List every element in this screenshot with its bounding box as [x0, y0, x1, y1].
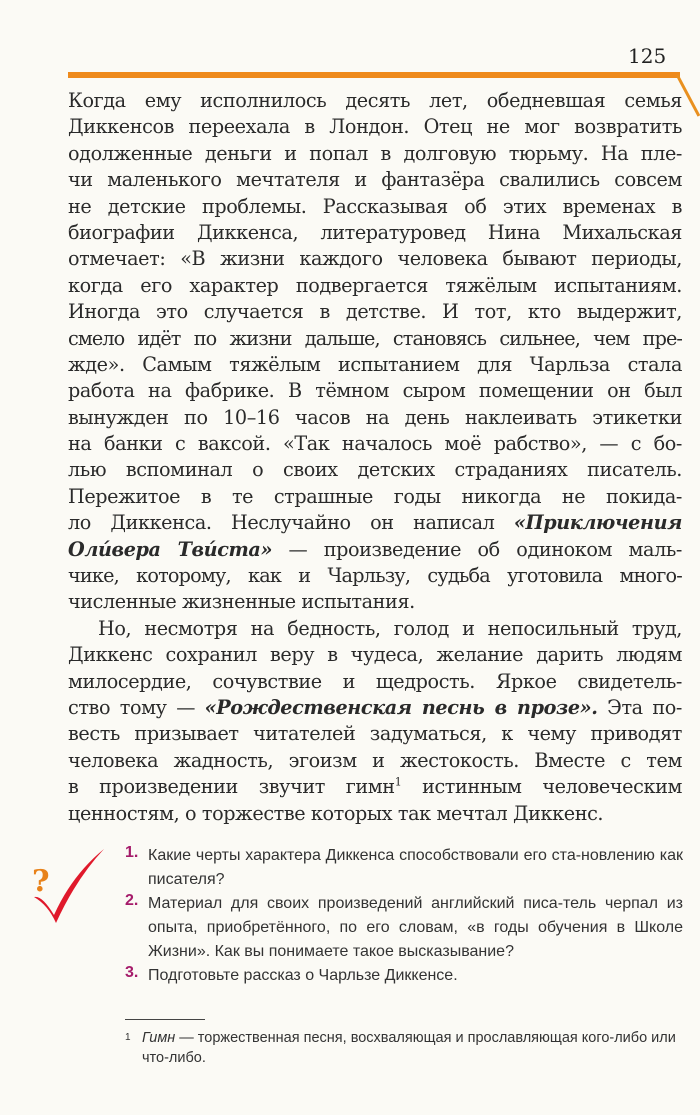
text-line: отмечает: «В жизни каждого человека бывают периоды,	[68, 247, 682, 271]
text-line: чи маленького мечтателя и фантазёра свалились совсем	[68, 168, 682, 192]
text-line: Но, несмотря на бедность, голод и непосильный труд,	[98, 616, 682, 640]
page-number: 125	[628, 44, 667, 68]
book-title-oliver: «Приключения	[513, 511, 682, 535]
text-line: Когда ему исполнилось десять лет, обедневшая семья	[68, 89, 682, 112]
text-line: милосердие, сочувствие и щедрость. Яркое свидетель-	[68, 669, 682, 693]
text-span: ство тому —	[68, 695, 205, 719]
text-line: смело идёт по жизни дальше, становясь сильнее, чем пре-	[68, 326, 682, 350]
text-span: Эта по-	[597, 695, 682, 719]
text-line: работа на фабрике. В тёмном сыром помещении он был	[68, 379, 682, 403]
text-line: Пережитое в те страшные годы никогда не покида-	[68, 484, 682, 508]
footnote-ref: 1	[394, 775, 402, 789]
text-span: в произведении звучит гимн	[68, 775, 395, 799]
footnote	[125, 1028, 683, 1066]
text-line: на банки с ваксой. «Так началось моё рабство», — с бо-	[68, 432, 682, 456]
footnote-divider	[125, 1019, 205, 1020]
book-title-oliver-cont: Оли́вера Тви́ста»	[68, 537, 273, 561]
text-line: Иногда это случается в детстве. И тот, кто выдержит,	[68, 300, 682, 324]
question-text: Материал для своих произведений английский писа-тель черпал из опыта, приобретённого, по его словам, «в годы обучения в Школе Жизни». Как вы понимаете такое высказывание?	[148, 895, 683, 960]
question-item	[125, 964, 683, 988]
text-line: лью вспоминал о своих детских страданиях писатель.	[68, 458, 682, 482]
text-line: одолженные деньги и попал в долговую тюрьму. На пле-	[68, 141, 682, 165]
footnote-mark: 1	[125, 1032, 131, 1043]
text-line: численные жизненные испытания.	[68, 590, 415, 614]
book-title-christmas-carol: «Рождественская песнь в прозе».	[204, 695, 598, 719]
footnote-text: — торжественная песня, восхваляющая и прославляющая кого-либо или что-либо.	[142, 1030, 676, 1066]
text-span: ло Диккенса. Неслучайно он написал	[68, 511, 514, 535]
footnote-term: Гимн	[142, 1030, 176, 1046]
text-line: не детские проблемы. Рассказывая об этих временах в	[68, 194, 682, 218]
svg-text:?: ?	[32, 864, 50, 899]
text-line: ценностям, о торжестве которых так мечтал Диккенс.	[68, 801, 604, 825]
text-span: — произведение об одиноком маль-	[272, 537, 682, 561]
text-line: вынужден по 10–16 часов на день наклеивать этикетки	[68, 405, 682, 429]
text-line: чике, которому, как и Чарльзу, судьба уготовила много-	[68, 564, 682, 588]
question-text: Какие черты характера Диккенса способствовали его ста-новлению как писателя?	[148, 847, 683, 888]
question-item	[125, 844, 683, 892]
header-rule	[68, 72, 680, 78]
text-span: истинным человеческим	[401, 775, 682, 799]
text-line: жде». Самым тяжёлым испытанием для Чарльза стала	[68, 352, 682, 376]
text-line: Диккенс сохранил веру в чудеса, желание дарить людям	[68, 643, 682, 667]
text-line: когда его характер подвергается тяжёлым испытаниям.	[68, 273, 682, 297]
text-line: весть призывает читателей задуматься, к чему приводят	[68, 722, 682, 746]
question-text: Подготовьте рассказ о Чарльзе Диккенсе.	[148, 967, 458, 984]
text-line	[68, 695, 682, 721]
question-number: 2.	[125, 892, 139, 909]
question-item	[125, 892, 683, 964]
text-line: биографии Диккенса, литературовед Нина Михальская	[68, 220, 682, 244]
question-check-icon	[28, 845, 108, 925]
questions-list	[125, 844, 683, 988]
text-line	[68, 537, 682, 563]
main-text	[68, 88, 682, 827]
text-line: человека жадность, эгоизм и жестокость. Вместе с тем	[68, 748, 682, 772]
question-number: 3.	[125, 964, 139, 981]
question-number: 1.	[125, 844, 139, 861]
text-line	[68, 510, 682, 536]
text-line: Диккенсов переехала в Лондон. Отец не мог возвратить	[68, 115, 682, 139]
text-line	[68, 774, 682, 800]
